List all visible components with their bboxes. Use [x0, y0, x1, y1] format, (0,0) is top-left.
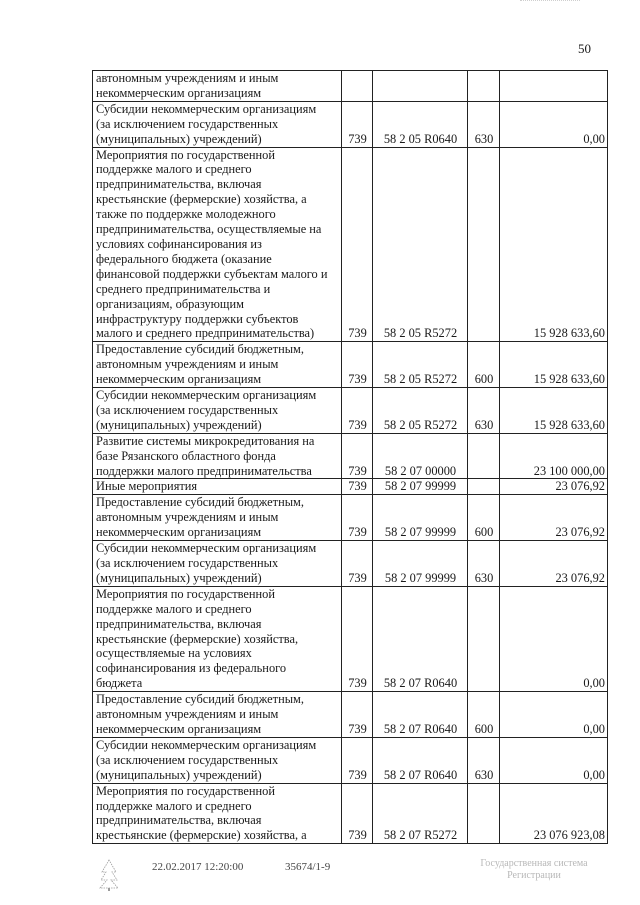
expense-name-line: (за исключением государственных [96, 402, 279, 417]
expense-name-line: Предоставление субсидий бюджетным, [96, 692, 304, 707]
expense-name-line: некоммерческим организациям [96, 525, 262, 540]
department-code-cell: 739 [342, 541, 373, 587]
expense-name-cell [93, 586, 342, 691]
table-row [93, 433, 608, 479]
expense-name-cell [93, 101, 342, 147]
expense-name-cell [93, 433, 342, 479]
expense-name-cell [93, 71, 342, 102]
expense-name-line: малого и среднего предпринимательства) [96, 326, 315, 341]
expense-type-cell: 600 [468, 342, 500, 388]
expense-name-cell [93, 388, 342, 434]
expense-name-line: финансовой поддержки субъектам малого и [96, 266, 328, 281]
budget-table [92, 70, 608, 844]
footer-document-code: 35674/1-9 [285, 861, 331, 873]
target-article-cell: 58 2 05 R5272 [373, 388, 468, 434]
expense-name-line: крестьянские (фермерские) хозяйства, а [96, 828, 307, 843]
amount-cell: 23 076,92 [500, 479, 608, 495]
target-article-cell [373, 71, 468, 102]
expense-name-line: поддержке малого и среднего [96, 798, 252, 813]
expense-name-line: (муниципальных) учреждений) [96, 417, 262, 432]
expense-type-cell [468, 433, 500, 479]
amount-cell: 0,00 [500, 737, 608, 783]
expense-name-line: условиях софинансирования из [96, 236, 262, 251]
expense-name-cell [93, 495, 342, 541]
table-row [93, 147, 608, 342]
expense-name-line: (муниципальных) учреждений) [96, 570, 262, 585]
expense-name-line: поддержке малого и среднего [96, 601, 252, 616]
target-article-cell: 58 2 05 R5272 [373, 342, 468, 388]
table-row [93, 586, 608, 691]
expense-name-line: инфраструктуру поддержки субъектов [96, 311, 299, 326]
tree-emblem-icon [98, 858, 120, 892]
department-code-cell: 739 [342, 783, 373, 844]
amount-cell [500, 71, 608, 102]
expense-name-line: Иные мероприятия [96, 479, 198, 494]
expense-name-line: поддержки малого предпринимательства [96, 463, 312, 478]
scan-margin-mark [520, 0, 580, 5]
expense-type-cell [468, 71, 500, 102]
department-code-cell: 739 [342, 586, 373, 691]
amount-cell: 23 100 000,00 [500, 433, 608, 479]
expense-name-line: крестьянские (фермерские) хозяйства, [96, 631, 299, 646]
expense-name-line: базе Рязанского областного фонда [96, 448, 276, 463]
expense-name-cell [93, 737, 342, 783]
department-code-cell: 739 [342, 495, 373, 541]
expense-type-cell: 630 [468, 388, 500, 434]
target-article-cell: 58 2 07 R5272 [373, 783, 468, 844]
amount-cell: 15 928 633,60 [500, 388, 608, 434]
amount-cell: 15 928 633,60 [500, 342, 608, 388]
table-row [93, 388, 608, 434]
department-code-cell [342, 71, 373, 102]
expense-name-line: (муниципальных) учреждений) [96, 131, 262, 146]
expense-name-line: предпринимательства, включая [96, 813, 262, 828]
stamp-line: Регистрации [507, 870, 561, 881]
target-article-cell: 58 2 05 R5272 [373, 147, 468, 342]
expense-name-line: бюджета [96, 676, 143, 691]
expense-name-line: софинансирования из федерального [96, 661, 287, 676]
expense-name-line: автономным учреждениям и иным [96, 510, 279, 525]
budget-table-body [93, 71, 608, 844]
expense-name-line: Субсидии некоммерческим организациям [96, 388, 317, 403]
registration-stamp [454, 858, 614, 882]
target-article-cell: 58 2 05 R0640 [373, 101, 468, 147]
expense-name-line: некоммерческим организациям [96, 372, 262, 387]
expense-name-line: (за исключением государственных [96, 752, 279, 767]
amount-cell: 23 076,92 [500, 495, 608, 541]
table-row [93, 342, 608, 388]
table-row [93, 541, 608, 587]
expense-name-cell [93, 342, 342, 388]
table-row [93, 737, 608, 783]
table-row [93, 479, 608, 495]
amount-cell: 0,00 [500, 101, 608, 147]
amount-cell: 0,00 [500, 692, 608, 738]
expense-name-line: организациям, образующим [96, 296, 244, 311]
expense-name-line: Предоставление субсидий бюджетным, [96, 342, 304, 357]
amount-cell: 0,00 [500, 586, 608, 691]
stamp-line: Государственная система [480, 858, 588, 869]
expense-name-line: также по поддержке молодежного [96, 207, 276, 222]
expense-name-line: некоммерческим организациям [96, 85, 262, 100]
expense-name-cell [93, 479, 342, 495]
page-number: 50 [578, 41, 591, 56]
expense-name-line: предпринимательства, включая [96, 616, 262, 631]
expense-name-line: автономным учреждениям и иным [96, 357, 279, 372]
expense-name-cell [93, 147, 342, 342]
expense-name-line: автономным учреждениям и иным [96, 71, 279, 85]
expense-name-line: Предоставление субсидий бюджетным, [96, 495, 304, 510]
expense-type-cell: 600 [468, 692, 500, 738]
expense-type-cell [468, 586, 500, 691]
amount-cell: 23 076 923,08 [500, 783, 608, 844]
table-row [93, 71, 608, 102]
expense-name-line: Мероприятия по государственной [96, 147, 275, 162]
expense-name-line: (за исключением государственных [96, 556, 279, 570]
target-article-cell: 58 2 07 99999 [373, 479, 468, 495]
department-code-cell: 739 [342, 692, 373, 738]
expense-name-line: Субсидии некоммерческим организациям [96, 541, 317, 556]
expense-name-line: осуществляемые на условиях [96, 646, 252, 661]
table-row [93, 783, 608, 844]
expense-type-cell [468, 479, 500, 495]
amount-cell: 15 928 633,60 [500, 147, 608, 342]
expense-name-line: поддержке малого и среднего [96, 162, 252, 177]
amount-cell: 23 076,92 [500, 541, 608, 587]
department-code-cell: 739 [342, 737, 373, 783]
expense-name-line: Развитие системы микрокредитования на [96, 433, 315, 448]
expense-name-line: (муниципальных) учреждений) [96, 767, 262, 782]
expense-name-cell [93, 541, 342, 587]
expense-type-cell [468, 783, 500, 844]
expense-name-cell [93, 783, 342, 844]
expense-name-line: Субсидии некоммерческим организациям [96, 737, 317, 752]
department-code-cell: 739 [342, 433, 373, 479]
table-row [93, 692, 608, 738]
target-article-cell: 58 2 07 99999 [373, 495, 468, 541]
expense-name-line: предпринимательства, осуществляемые на [96, 222, 322, 237]
department-code-cell: 739 [342, 147, 373, 342]
expense-name-line: некоммерческим организациям [96, 721, 262, 736]
expense-name-line: предпринимательства, включая [96, 177, 262, 192]
department-code-cell: 739 [342, 388, 373, 434]
target-article-cell: 58 2 07 00000 [373, 433, 468, 479]
department-code-cell: 739 [342, 101, 373, 147]
expense-name-line: автономным учреждениям и иным [96, 707, 279, 722]
expense-type-cell [468, 147, 500, 342]
expense-type-cell: 600 [468, 495, 500, 541]
department-code-cell: 739 [342, 342, 373, 388]
target-article-cell: 58 2 07 R0640 [373, 586, 468, 691]
table-row [93, 495, 608, 541]
expense-name-cell [93, 692, 342, 738]
footer-date: 22.02.2017 12:20:00 [152, 861, 244, 873]
expense-name-line: Мероприятия по государственной [96, 586, 275, 601]
expense-type-cell: 630 [468, 737, 500, 783]
expense-type-cell: 630 [468, 101, 500, 147]
expense-name-line: Мероприятия по государственной [96, 783, 275, 798]
expense-name-line: крестьянские (фермерские) хозяйства, а [96, 192, 307, 207]
expense-name-line: среднего предпринимательства и [96, 281, 271, 296]
target-article-cell: 58 2 07 R0640 [373, 737, 468, 783]
target-article-cell: 58 2 07 99999 [373, 541, 468, 587]
expense-type-cell: 630 [468, 541, 500, 587]
page-footer [0, 858, 640, 898]
department-code-cell: 739 [342, 479, 373, 495]
target-article-cell: 58 2 07 R0640 [373, 692, 468, 738]
expense-name-line: (за исключением государственных [96, 116, 279, 131]
expense-name-line: Субсидии некоммерческим организациям [96, 101, 317, 116]
table-row [93, 101, 608, 147]
expense-name-line: федерального бюджета (оказание [96, 251, 272, 266]
